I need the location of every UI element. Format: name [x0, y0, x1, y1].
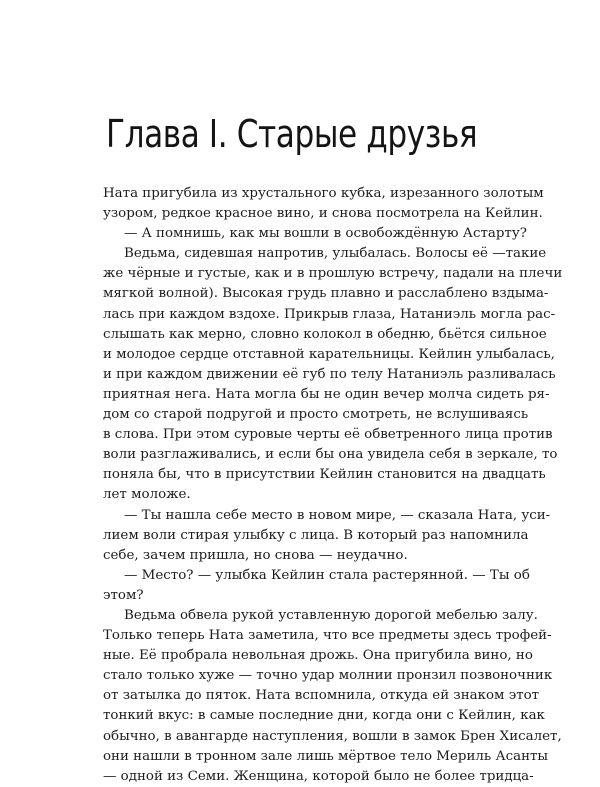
- text-line: слышать как мерно, словно колокол в обедню, бьётся сильное: [103, 326, 547, 342]
- text-line: себе, зачем пришла, но снова — неудачно.: [103, 547, 408, 563]
- text-line: обычно, в авангарде наступления, вошли в замок Брен Хисалет,: [103, 728, 562, 744]
- text-line: дом со старой подругой и просто смотреть, не вслушиваясь: [103, 407, 529, 423]
- text-line: — Место? — улыбка Кейлин стала растерянной. — Ты об: [124, 567, 530, 583]
- text-line: и молодое сердце отставной карательницы. Кейлин улыбалась,: [103, 346, 555, 362]
- text-line: лась при каждом вздохе. Прикрыв глаза, Натаниэль могла рас-: [103, 306, 556, 322]
- text-line: узором, редкое красное вино, и снова посмотрела на Кейлин.: [103, 206, 543, 222]
- text-line: лием воли стирая улыбку с лица. В который раз напомнила: [103, 527, 529, 543]
- text-line: Ната пригубила из хрустального кубка, изрезанного золотым: [103, 186, 544, 201]
- text-line: — А помнишь, как мы вошли в освобождённую Астарту?: [124, 226, 527, 242]
- text-line: лет моложе.: [103, 487, 191, 503]
- text-line: стало только хуже — точно удар молнии пронзил позвоночник: [103, 668, 553, 684]
- text-line: Только теперь Ната заметила, что все предметы здесь трофей-: [103, 628, 552, 644]
- text-line: воли разглаживались, и если бы она увидела себя в зеркале, то: [103, 447, 558, 463]
- text-line: тонкий вкус: в самые последние дни, когда они с Кейлин, как: [103, 708, 545, 724]
- text-line: этом?: [103, 587, 144, 603]
- text-line: поняла бы, что в присутствии Кейлин становится на двадцать: [103, 467, 546, 483]
- chapter-body: [103, 184, 563, 787]
- text-line: мягкой волной). Высокая грудь плавно и расслаблено вздыма-: [103, 286, 549, 302]
- text-line: — одной из Семи. Женщина, которой было не более тридца-: [103, 768, 534, 784]
- text-line: они нашли в тронном зале лишь мёртвое тело Мериль Асанты: [103, 748, 549, 764]
- text-line: приятная нега. Ната могла бы не один вечер молча сидеть ря-: [103, 386, 550, 402]
- text-line: ные. Её пробрала невольная дрожь. Она пригубила вино, но: [103, 648, 533, 664]
- text-line: в слова. При этом суровые черты её обветренного лица против: [103, 427, 553, 443]
- text-line: от затылка до пяток. Ната вспомнила, откуда ей знаком этот: [103, 688, 540, 704]
- text-line: Ведьма обвела рукой уставленную дорогой мебелью залу.: [124, 607, 538, 623]
- chapter-title: Глава I. Старые друзья: [106, 112, 478, 156]
- text-line: — Ты нашла себе место в новом мире, — сказала Ната, уси-: [124, 507, 551, 523]
- text-line: и при каждом движении её губ по телу Натаниэль разливалась: [103, 366, 556, 382]
- text-line: Ведьма, сидевшая напротив, улыбалась. Волосы её —такие: [124, 246, 547, 262]
- text-line: же чёрные и густые, как и в прошлую встречу, падали на плечи: [103, 266, 563, 282]
